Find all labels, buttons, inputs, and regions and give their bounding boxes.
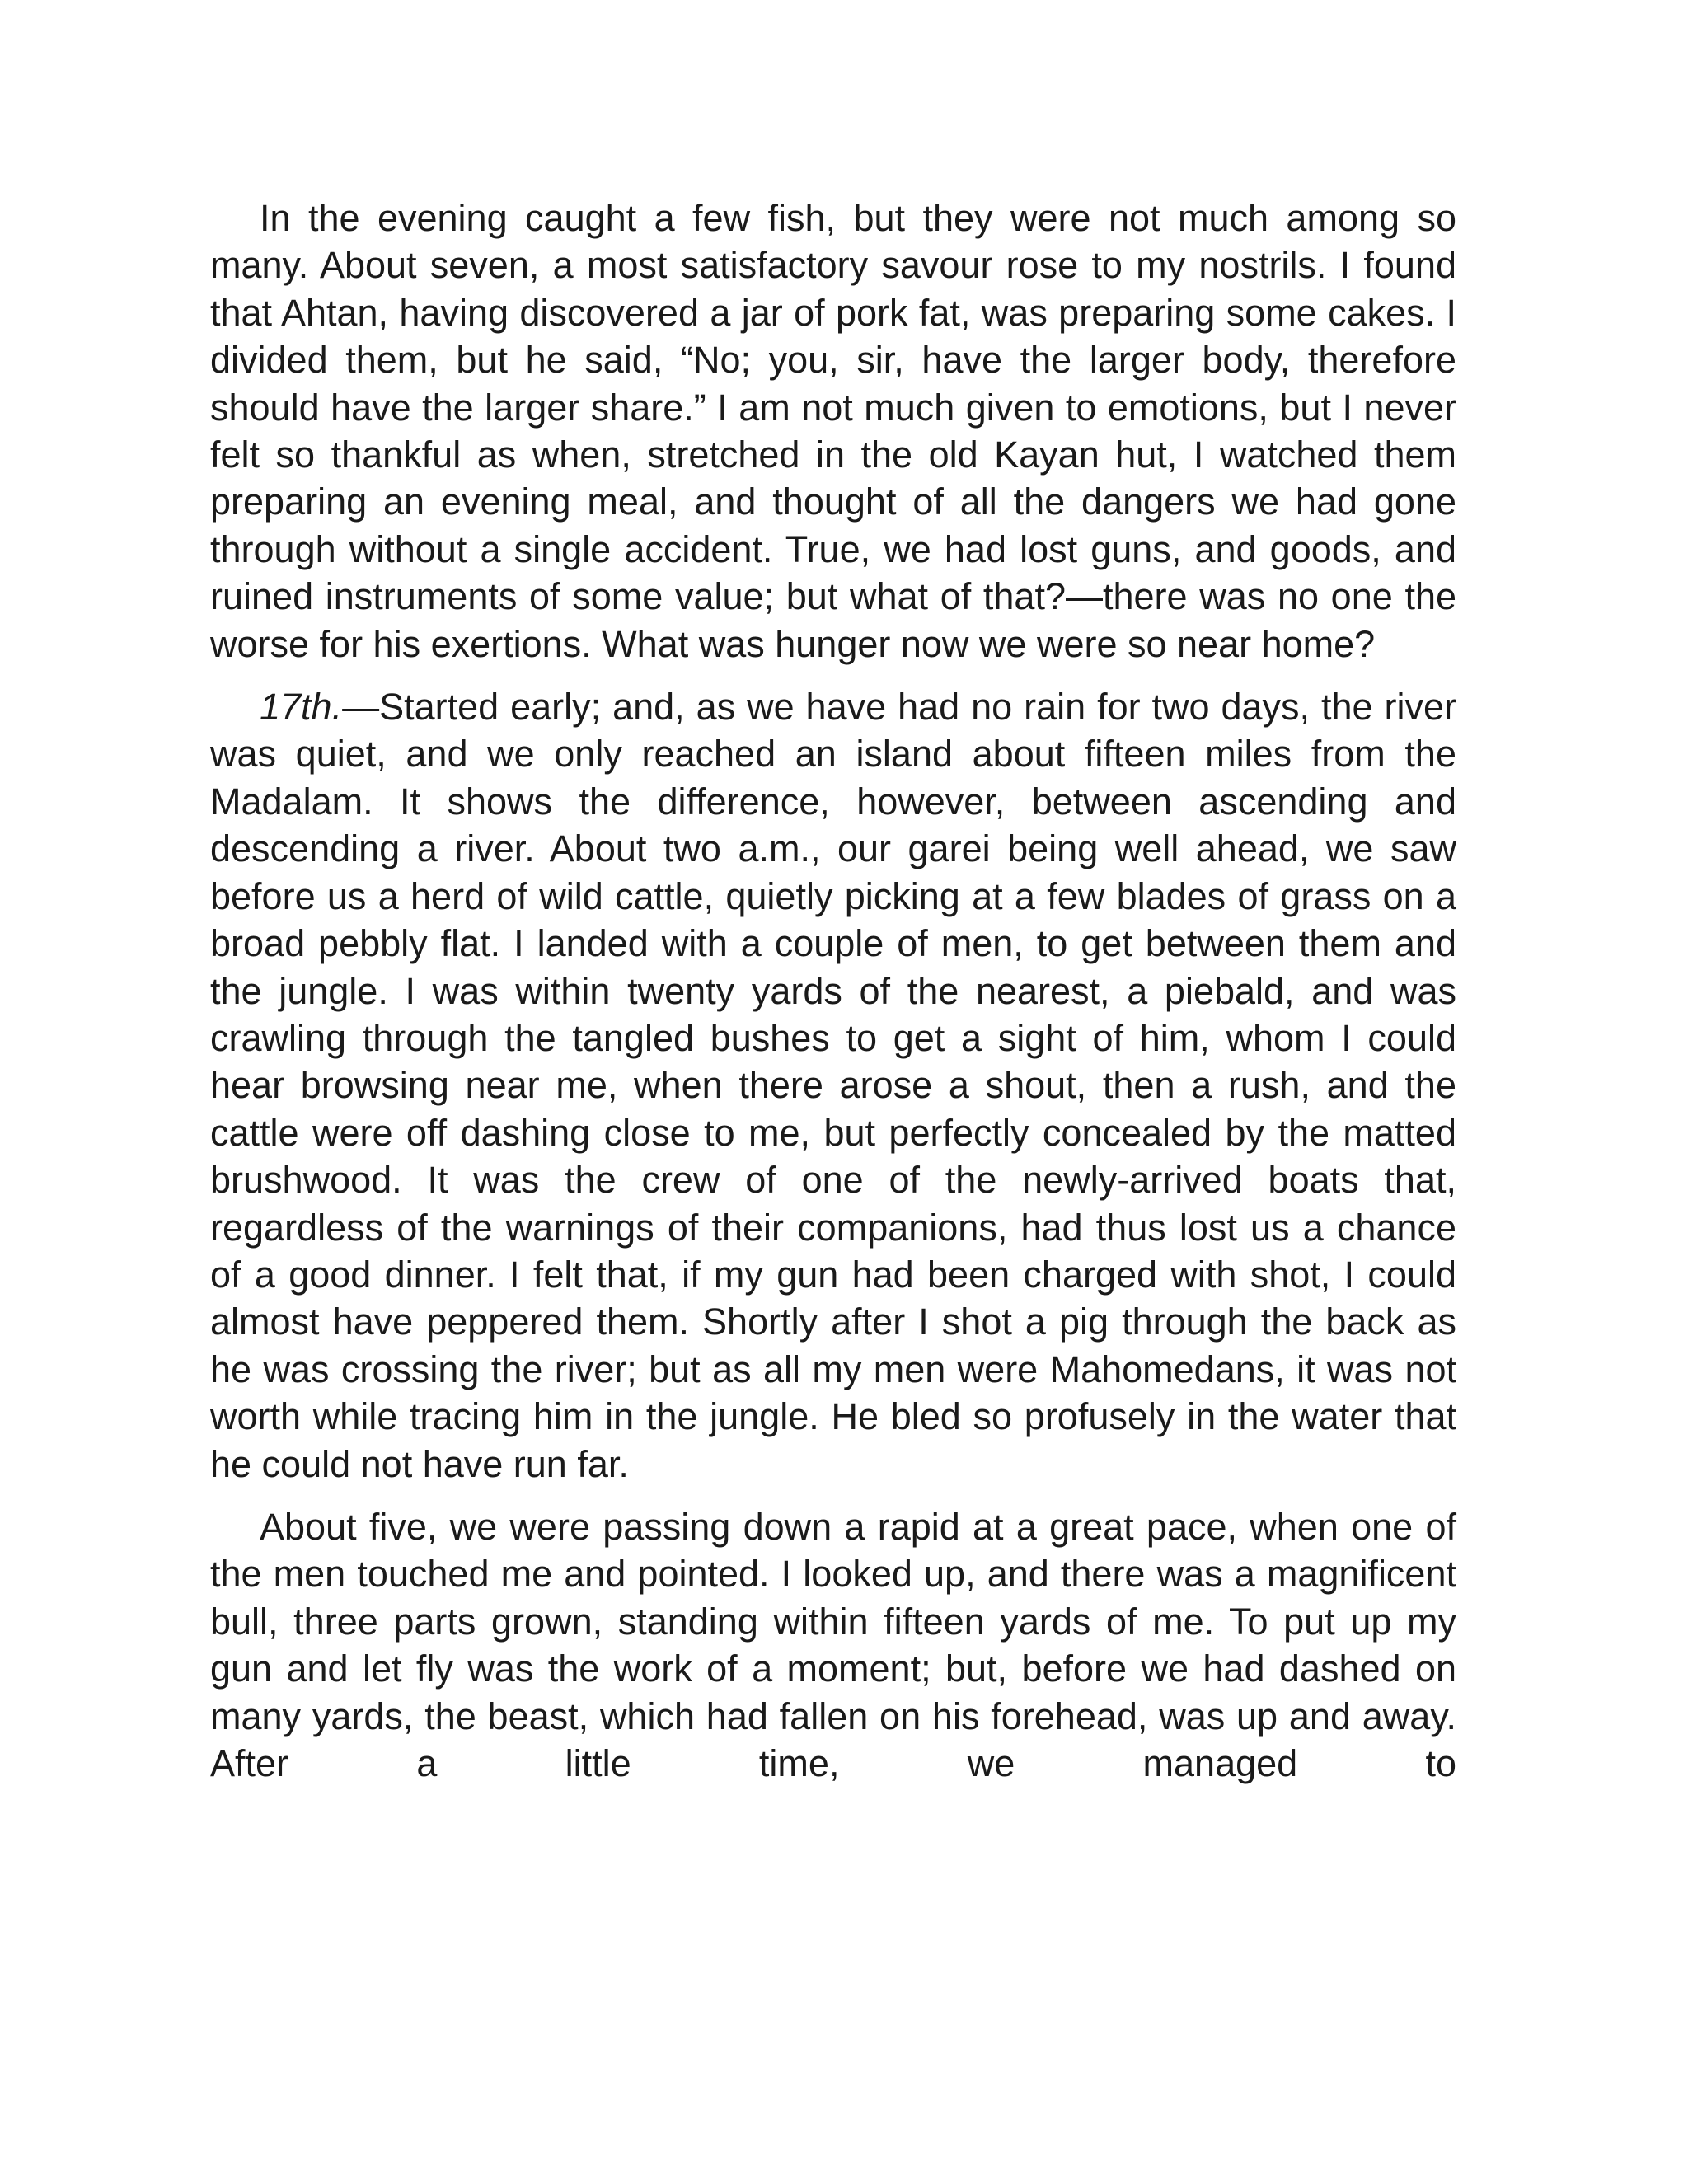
paragraph-17th-entry — [210, 683, 1456, 1488]
paragraph-text: About five, we were passing down a rapid at a great pace, when one of the men touched me and pointed. I looked up, and there was a magnificent bull, three parts grown, standing within fifteen yards of me. To put up my gun and let fly was the work of a moment; but, before we had dashed on many yards, the beast, which had fallen on his forehead, was up and away. After a little time, we managed to — [210, 1505, 1456, 1784]
paragraph-about-five — [210, 1503, 1456, 1787]
paragraph-text: —Started early; and, as we have had no rain for two days, the river was quiet, and we only reached an island about fifteen miles from the Madalam. It shows the difference, however, between ascending and descending a river. About two a.m., our garei being well ahead, we saw before us a herd of wild cattle, quietly picking at a few blades of grass on a broad pebbly flat. I landed with a couple of men, to get between them and the jungle. I was within twenty yards of the nearest, a piebald, and was crawling through the tangled bushes to get a sight of him, whom I could hear browsing near me, when there arose a shout, then a rush, and the cattle were off dashing close to me, but perfectly concealed by the matted brushwood. It was the crew of one of the newly-arrived boats that, regardless of the warnings of their companions, had thus lost us a chance of a good dinner. I felt that, if my gun had been charged with shot, I could almost have peppered them. Shortly after I shot a pig through the back as he was crossing the river; but as all my men were Mahomedans, it was not worth while tracing him in the jungle. He bled so profusely in the water that he could not have run far. — [210, 686, 1456, 1485]
paragraph-text: In the evening caught a few fish, but they were not much among so many. About seven, a most satisfactory savour rose to my nostrils. I found that Ahtan, having discovered a jar of pork fat, was preparing some cakes. I divided them, but he said, “No; you, sir, have the larger body, therefore should have the larger share.” I am not much given to emotions, but I never felt so thankful as when, stretched in the old Kayan hut, I watched them preparing an evening meal, and thought of all the dangers we had gone through without a single accident. True, we had lost guns, and goods, and ruined instruments of some value; but what of that?—there was no one the worse for his exertions. What was hunger now we were so near home? — [210, 197, 1456, 665]
paragraph-evening-fish — [210, 194, 1456, 668]
date-heading: 17th. — [260, 686, 343, 729]
book-page — [210, 194, 1456, 1802]
